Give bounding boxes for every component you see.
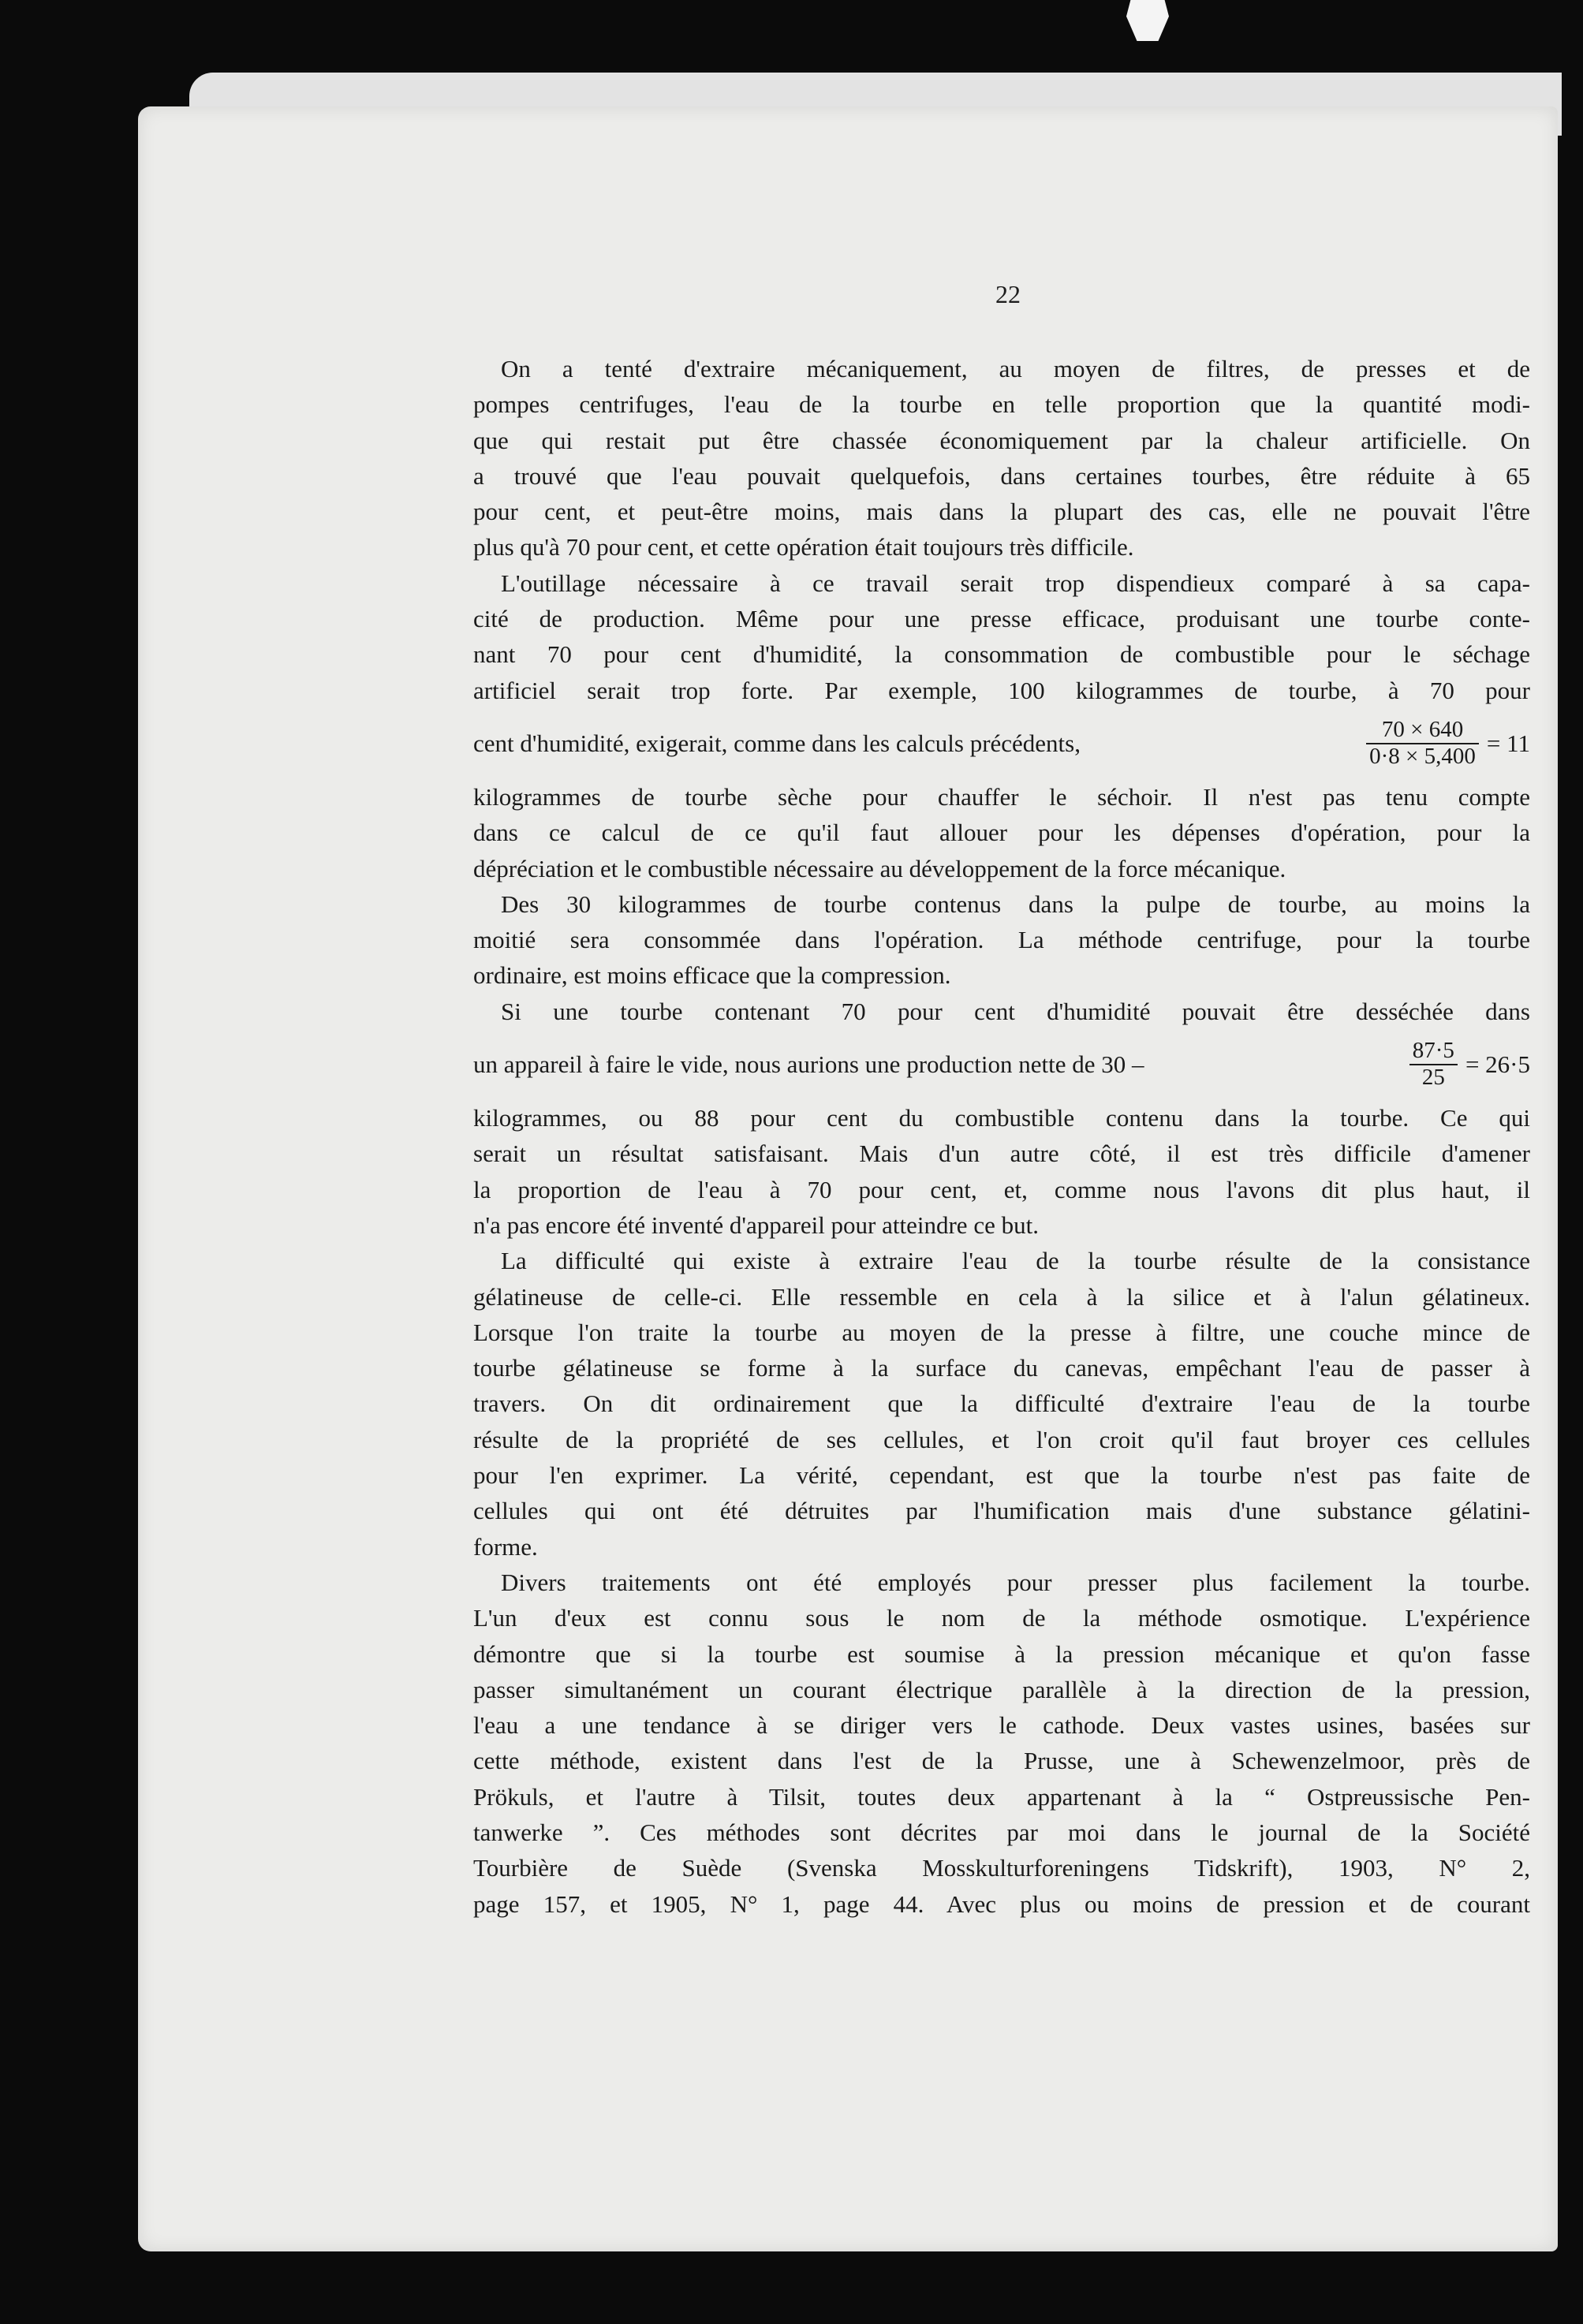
text-line: kilogrammes, ou 88 pour cent du combustible contenu dans la tourbe. Ce qui [473,1104,1530,1132]
text-line: pompes centrifuges, l'eau de la tourbe en telle proportion que la quantité modi- [473,390,1530,419]
text-line: dans ce calcul de ce qu'il faut allouer pour les dépenses d'opération, pour la [473,819,1530,847]
text-line: Prökuls, et l'autre à Tilsit, toutes deux appartenant à la “ Ostpreussische Pen- [473,1782,1530,1811]
text-line: L'outillage nécessaire à ce travail serait trop dispendieux comparé à sa capa- [501,569,1530,597]
equation-expression [1409,1039,1530,1091]
page-number: 22 [995,280,1021,308]
paragraph [473,886,1530,994]
fraction-numerator: 87·5 [1409,1039,1458,1065]
text-line: Lorsque l'on traite la tourbe au moyen de la presse à filtre, une couche mince de [473,1318,1530,1346]
text-line: L'un d'eux est connu sous le nom de la méthode osmotique. L'expérience [473,1604,1530,1632]
paragraph [473,994,1530,1243]
text-line: a trouvé que l'eau pouvait quelquefois, dans certaines tourbes, être réduite à 65 [473,461,1530,490]
equation-text: un appareil à faire le vide, nous aurions une production nette de 30 – [473,1050,1144,1079]
text-line: forme. [473,1532,538,1561]
text-line: n'a pas encore été inventé d'appareil pour atteindre ce but. [473,1210,1039,1239]
text-line: pour l'en exprimer. La vérité, cependant, est que la tourbe n'est pas faite de [473,1461,1530,1490]
text-line: ordinaire, est moins efficace que la compression. [473,961,951,990]
text-line: Des 30 kilogrammes de tourbe contenus dans la pulpe de tourbe, au moins la [501,890,1530,918]
equation-result: = 11 [1486,729,1530,758]
text-line: serait un résultat satisfaisant. Mais d'un autre côté, il est très difficile d'amener [473,1140,1530,1168]
text-line: kilogrammes de tourbe sèche pour chauffer le séchoir. Il n'est pas tenu compte [473,782,1530,811]
text-line: gélatineuse de celle-ci. Elle ressemble en cela à la silice et à l'alun gélatineux. [473,1282,1530,1311]
text-line: Si une tourbe contenant 70 pour cent d'humidité pouvait être desséchée dans [501,997,1530,1025]
text-line: plus qu'à 70 pour cent, et cette opération était toujours très difficile. [473,533,1134,561]
paragraph [473,1243,1530,1565]
text-line: cette méthode, existent dans l'est de la Prusse, une à Schewenzelmoor, près de [473,1747,1530,1775]
text-line: artificiel serait trop forte. Par exemple, 100 kilogrammes de tourbe, à 70 pour [473,676,1530,704]
text-line: pour cent, et peut-être moins, mais dans la plupart des cas, elle ne pouvait l'être [473,498,1530,526]
equation-expression [1366,718,1530,770]
text-line: résulte de la propriété de ses cellules, et l'on croit qu'il faut broyer ces cellules [473,1425,1530,1453]
text-line: cellules qui ont été détruites par l'humification mais d'une substance gélatini- [473,1497,1530,1525]
paragraph [473,565,1530,886]
text-line: passer simultanément un courant électrique parallèle à la direction de la pression, [473,1675,1530,1703]
text-line: tanwerke ”. Ces méthodes sont décrites par moi dans le journal de la Société [473,1818,1530,1846]
equation-line [473,1029,1530,1100]
fraction [1366,718,1479,770]
text-line: La difficulté qui existe à extraire l'eau de la tourbe résulte de la consistance [501,1247,1530,1275]
text-line: travers. On dit ordinairement que la difficulté d'extraire l'eau de la tourbe [473,1390,1530,1418]
text-line: tourbe gélatineuse se forme à la surface du canevas, empêchant l'eau de passer à [473,1354,1530,1382]
fraction [1409,1039,1458,1091]
fraction-numerator: 70 × 640 [1366,718,1479,744]
body-text [473,351,1530,1922]
paragraph [473,351,1530,565]
text-line: page 157, et 1905, N° 1, page 44. Avec plus ou moins de pression et de courant [473,1889,1530,1918]
text-line: moitié sera consommée dans l'opération. La méthode centrifuge, pour la tourbe [473,926,1530,954]
text-line: démontre que si la tourbe est soumise à la pression mécanique et qu'on fasse [473,1639,1530,1668]
equation-text: cent d'humidité, exigerait, comme dans les calculs précédents, [473,729,1081,758]
text-line: cité de production. Même pour une presse efficace, produisant une tourbe conte- [473,605,1530,633]
text-line: l'eau a une tendance à se diriger vers le cathode. Deux vastes usines, basées sur [473,1711,1530,1740]
equation-line [473,708,1530,779]
text-line: la proportion de l'eau à 70 pour cent, et, comme nous l'avons dit plus haut, il [473,1175,1530,1203]
text-line: dépréciation et le combustible nécessaire au développement de la force mécanique. [473,854,1286,882]
text-line: Divers traitements ont été employés pour presser plus facilement la tourbe. [501,1568,1530,1596]
text-line: que qui restait put être chassée économiquement par la chaleur artificielle. On [473,426,1530,454]
text-line: On a tenté d'extraire mécaniquement, au moyen de filtres, de presses et de [501,355,1530,382]
paragraph [473,1565,1530,1922]
text-line: nant 70 pour cent d'humidité, la consommation de combustible pour le séchage [473,640,1530,669]
fraction-denominator: 0·8 × 5,400 [1369,743,1476,769]
text-line: Tourbière de Suède (Svenska Mosskulturforeningens Tidskrift), 1903, N° 2, [473,1854,1530,1882]
fraction-denominator: 25 [1421,1065,1445,1091]
equation-result: = 26·5 [1465,1050,1530,1079]
